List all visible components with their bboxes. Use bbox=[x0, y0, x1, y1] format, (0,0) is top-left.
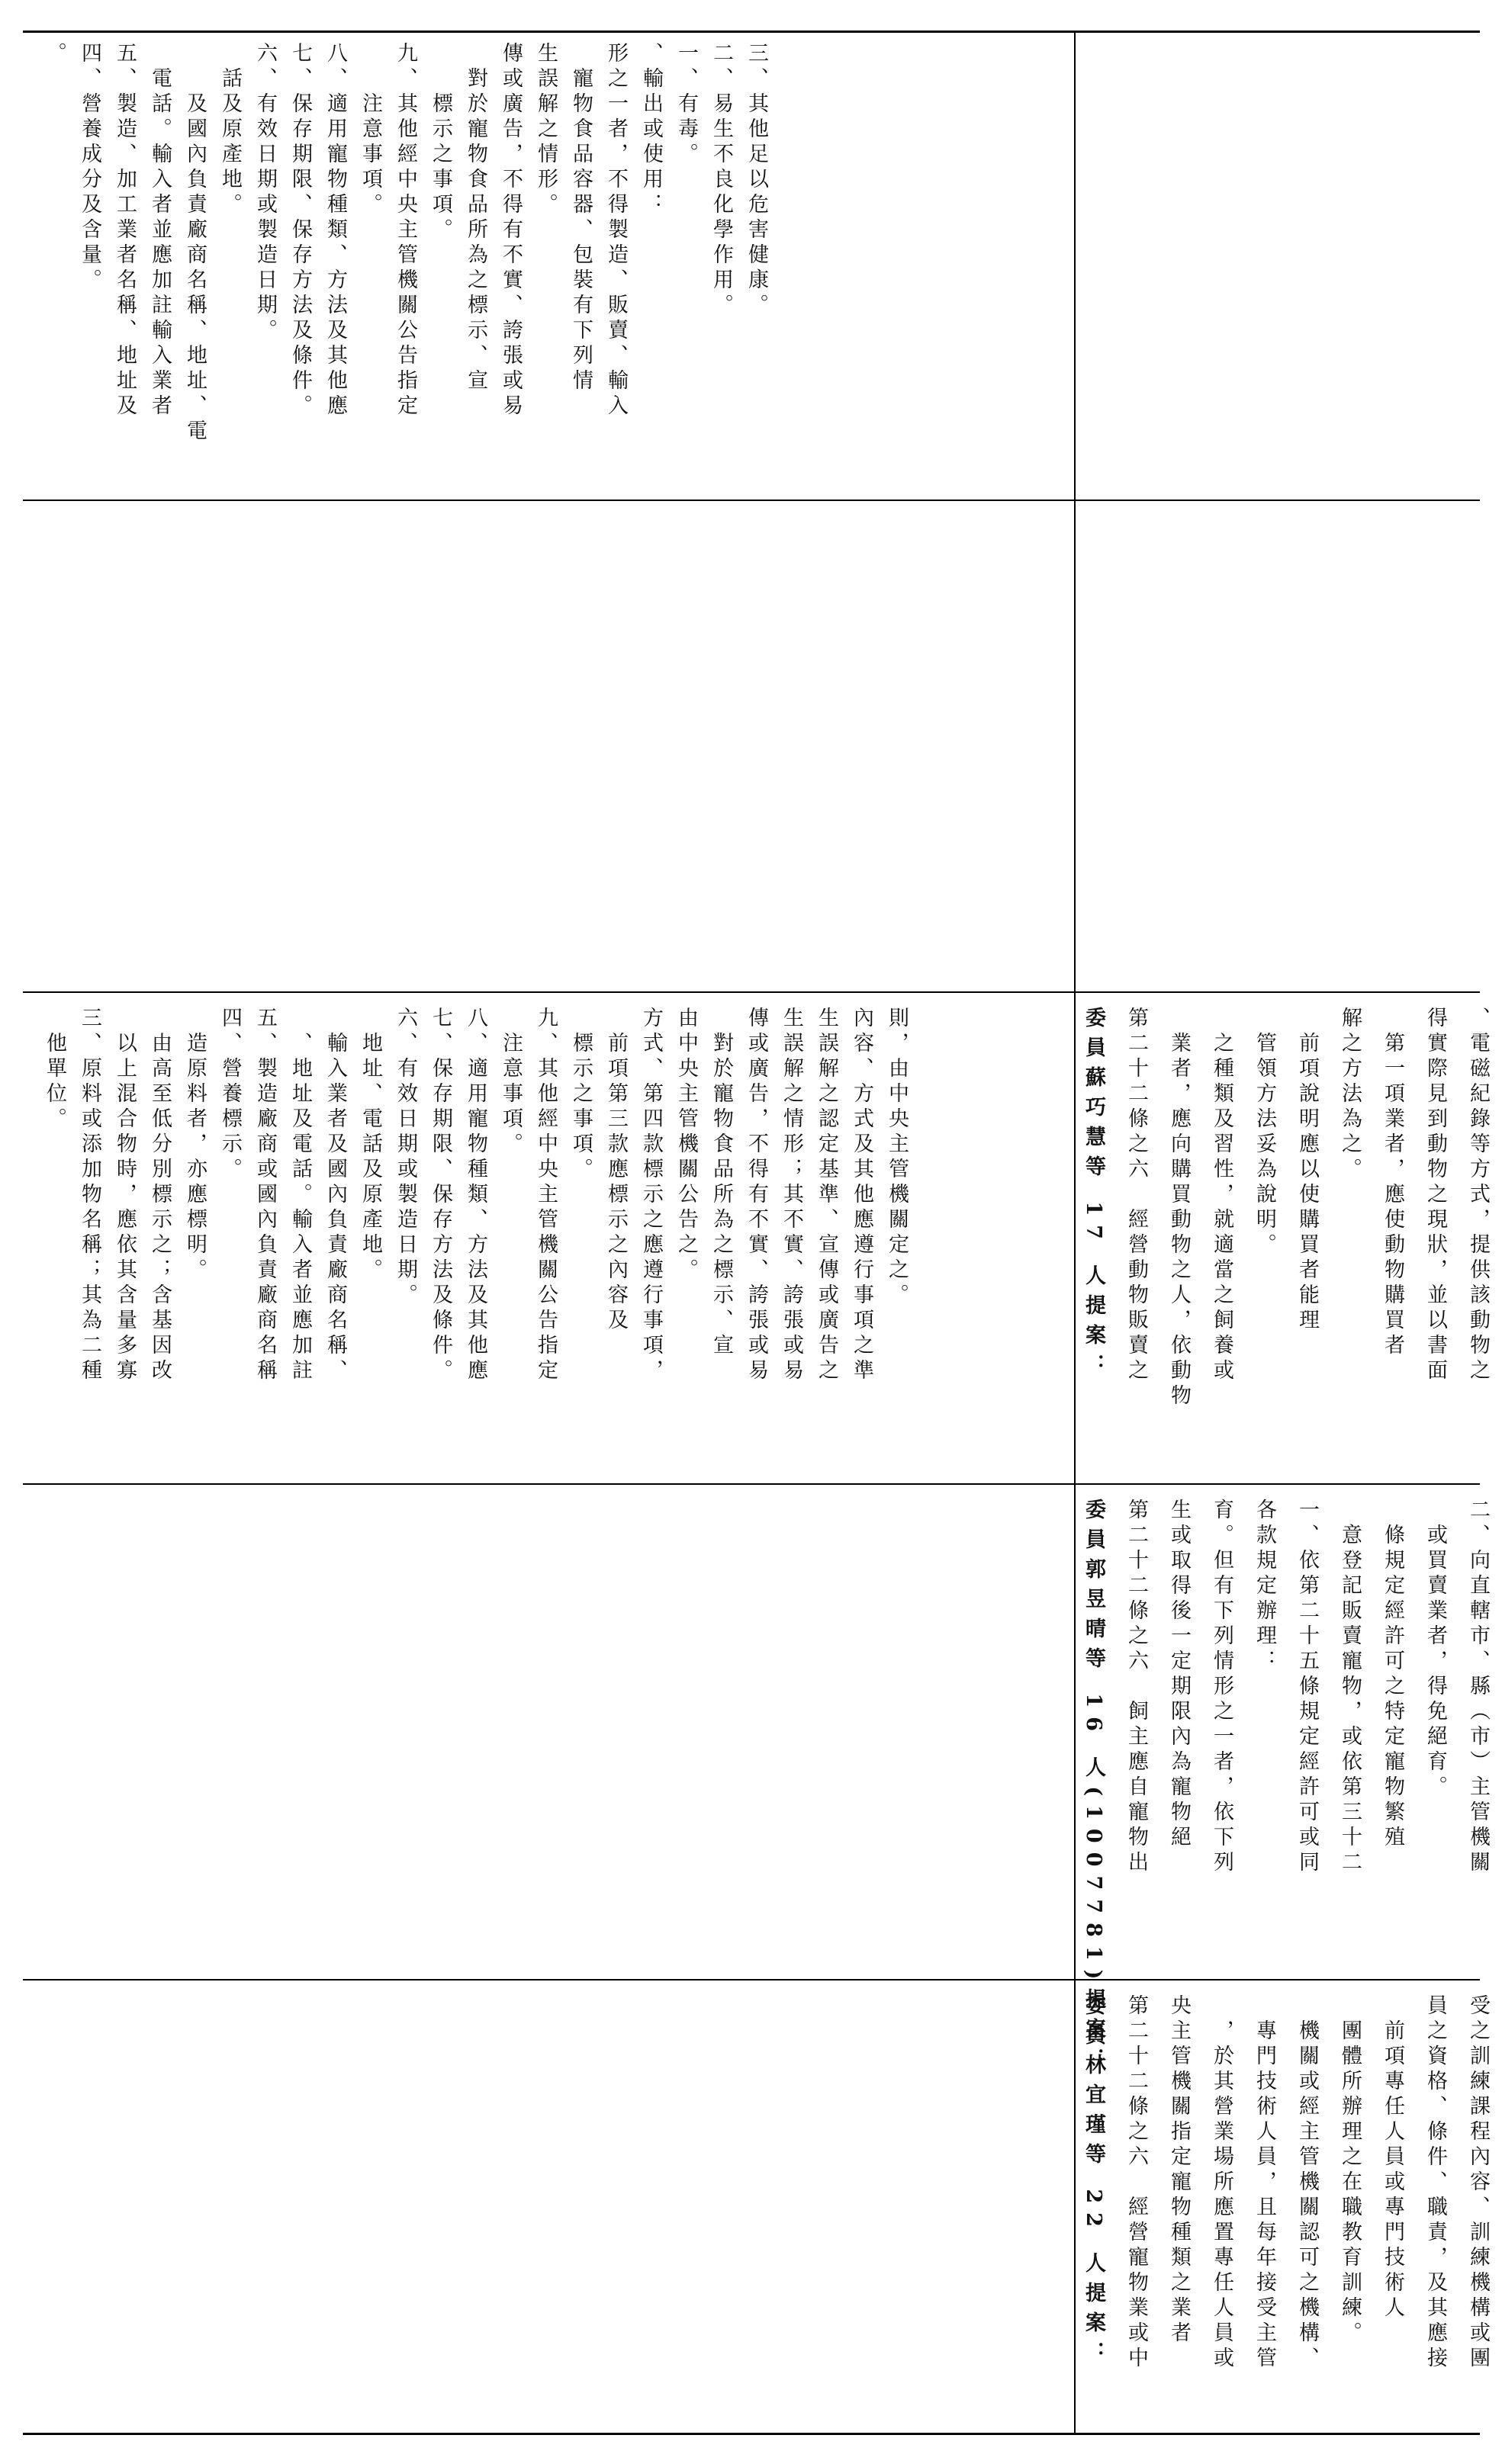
text-line: 寵物食品容器、包裝有下列情 bbox=[569, 42, 593, 394]
text-line: 形之一者，不得製造、販賣、輸入 bbox=[604, 42, 628, 419]
text-line: 生誤解之情形。 bbox=[534, 42, 558, 218]
text-line: 以上混合物時，應依其含量多寡 bbox=[113, 1007, 137, 1384]
text-line: 二、向直轄市、縣（市）主管機關 bbox=[1466, 1499, 1490, 1876]
text-line: 生誤解之認定基準、宣傳或廣告之 bbox=[815, 1007, 838, 1384]
text-line: 意登記販賣寵物，或依第三十二 bbox=[1338, 1499, 1362, 1876]
proposal-heading: 委員郭昱晴等 16 人(1007781)提案： bbox=[1082, 1499, 1105, 2078]
text-line: 對於寵物食品所為之標示、宣 bbox=[709, 1007, 733, 1359]
text-line: 一、依第二十五條規定經許可或同 bbox=[1295, 1499, 1319, 1876]
text-line: 第一項業者，應使動物購買者 bbox=[1381, 1007, 1404, 1359]
text-line: 三、原料或添加物名稱；其為二種 bbox=[78, 1007, 101, 1384]
text-line: 、輸出或使用： bbox=[639, 42, 663, 218]
text-line: 傳或廣告，不得有不實、誇張或易 bbox=[499, 42, 523, 419]
text-line: 三、其他足以危害健康。 bbox=[745, 42, 768, 319]
text-line: 內容、方式及其他應遵行事項之準 bbox=[850, 1007, 873, 1384]
text-line: 方式、第四款標示之應遵行事項， bbox=[639, 1007, 663, 1384]
text-line: 注意事項。 bbox=[359, 42, 382, 218]
text-line: 央主管機關指定寵物種類之業者 bbox=[1167, 1994, 1191, 2347]
text-line: 得實際見到動物之現狀，並以書面 bbox=[1423, 1007, 1447, 1384]
text-line: 。 bbox=[43, 42, 66, 67]
row-divider-4 bbox=[23, 1979, 1480, 1981]
text-line: 五、製造廠商或國內負責廠商名稱 bbox=[253, 1007, 277, 1384]
text-line: 受之訓練課程內容、訓練機構或團 bbox=[1466, 1994, 1490, 2372]
text-line: 之種類及習性，就適當之飼養或 bbox=[1210, 1007, 1233, 1384]
table-bottom-rule bbox=[23, 2433, 1480, 2435]
text-line: 四、營養成分及含量。 bbox=[78, 42, 101, 294]
text-line: 機關或經主管機關認可之機構、 bbox=[1295, 1994, 1319, 2372]
text-line: 九、其他經中央主管機關公告指定 bbox=[534, 1007, 558, 1384]
text-line: 標示之事項。 bbox=[569, 1007, 593, 1183]
text-line: 或買賣業者，得免絕育。 bbox=[1423, 1499, 1447, 1801]
text-line: 業者，應向購買動物之人，依動物 bbox=[1167, 1007, 1191, 1409]
text-line: 地址、電話及原產地。 bbox=[359, 1007, 382, 1283]
text-line: 由中央主管機關公告之。 bbox=[674, 1007, 698, 1283]
text-line: 各款規定辦理： bbox=[1253, 1499, 1276, 1675]
text-line: 二、易生不良化學作用。 bbox=[709, 42, 733, 319]
text-line: 七、保存期限、保存方法及條件。 bbox=[429, 1007, 452, 1384]
text-line: 造原料者，亦應標明。 bbox=[183, 1007, 207, 1283]
text-line: 九、其他經中央主管機關公告指定 bbox=[394, 42, 417, 419]
text-line: 專門技術人員，且每年接受主管 bbox=[1253, 1994, 1276, 2372]
text-line: 輸入業者及國內負責廠商名稱、 bbox=[323, 1007, 347, 1384]
row-divider-1 bbox=[23, 500, 1480, 501]
text-line: 生或取得後一定期限內為寵物絕 bbox=[1167, 1499, 1191, 1851]
text-line: 前項第三款應標示之內容及 bbox=[604, 1007, 628, 1334]
text-line: 解之方法為之。 bbox=[1338, 1007, 1362, 1183]
proposal-heading: 委員蘇巧慧等 17 人提案： bbox=[1082, 1007, 1105, 1384]
text-line: 對於寵物食品所為之標示、宣 bbox=[464, 42, 487, 394]
text-line: 六、有效日期或製造日期。 bbox=[394, 1007, 417, 1309]
column-divider bbox=[1074, 31, 1076, 2435]
text-line: 第二十二條之六 經營動物販賣之 bbox=[1124, 1007, 1148, 1384]
text-line: 團體所辦理之在職教育訓練。 bbox=[1338, 1994, 1362, 2347]
text-line: 話及原產地。 bbox=[218, 42, 242, 218]
text-line: 六、有效日期或製造日期。 bbox=[253, 42, 277, 344]
text-line: 及國內負責廠商名稱、地址、電 bbox=[183, 42, 207, 445]
text-line: 電話。輸入者並應加註輸入業者 bbox=[148, 42, 172, 419]
text-line: 前項專任人員或專門技術人 bbox=[1381, 1994, 1404, 2321]
text-line: 一、有毒。 bbox=[674, 42, 698, 168]
text-line: 前項說明應以使購買者能理 bbox=[1295, 1007, 1319, 1334]
text-line: 第二十二條之六 經營寵物業或中 bbox=[1124, 1994, 1148, 2372]
table-top-rule bbox=[23, 31, 1480, 33]
text-line: 五、製造、加工業者名稱、地址及 bbox=[113, 42, 137, 419]
text-line: 則，由中央主管機關定之。 bbox=[885, 1007, 909, 1309]
text-line: 注意事項。 bbox=[499, 1007, 523, 1158]
text-line: 條規定經許可之特定寵物繁殖 bbox=[1381, 1499, 1404, 1851]
row-divider-3 bbox=[23, 1483, 1480, 1485]
text-line: 七、保存期限、保存方法及條件。 bbox=[288, 42, 312, 419]
text-line: 育。但有下列情形之一者，依下列 bbox=[1210, 1499, 1233, 1876]
text-line: 傳或廣告，不得有不實、誇張或易 bbox=[745, 1007, 768, 1384]
text-line: 四、營養標示。 bbox=[218, 1007, 242, 1183]
text-line: 八、適用寵物種類、方法及其他應 bbox=[323, 42, 347, 419]
text-line: 、電磁紀錄等方式，提供該動物之 bbox=[1466, 1007, 1490, 1384]
text-line: 由高至低分別標示之；含基因改 bbox=[148, 1007, 172, 1384]
row-divider-2 bbox=[23, 991, 1480, 993]
text-line: 、地址及電話。輸入者並應加註 bbox=[288, 1007, 312, 1384]
proposal-heading: 委員林宜瑾等 22 人提案： bbox=[1082, 1994, 1105, 2372]
text-line: 第二十二條之六 飼主應自寵物出 bbox=[1124, 1499, 1148, 1876]
text-line: 他單位。 bbox=[43, 1007, 66, 1132]
text-line: ，於其營業場所應置專任人員或 bbox=[1210, 1994, 1233, 2372]
text-line: 生誤解之情形；其不實、誇張或易 bbox=[780, 1007, 803, 1384]
text-line: 標示之事項。 bbox=[429, 42, 452, 243]
text-line: 八、適用寵物種類、方法及其他應 bbox=[464, 1007, 487, 1384]
text-line: 管領方法妥為說明。 bbox=[1253, 1007, 1276, 1258]
text-line: 員之資格、條件、職責，及其應接 bbox=[1423, 1994, 1447, 2372]
